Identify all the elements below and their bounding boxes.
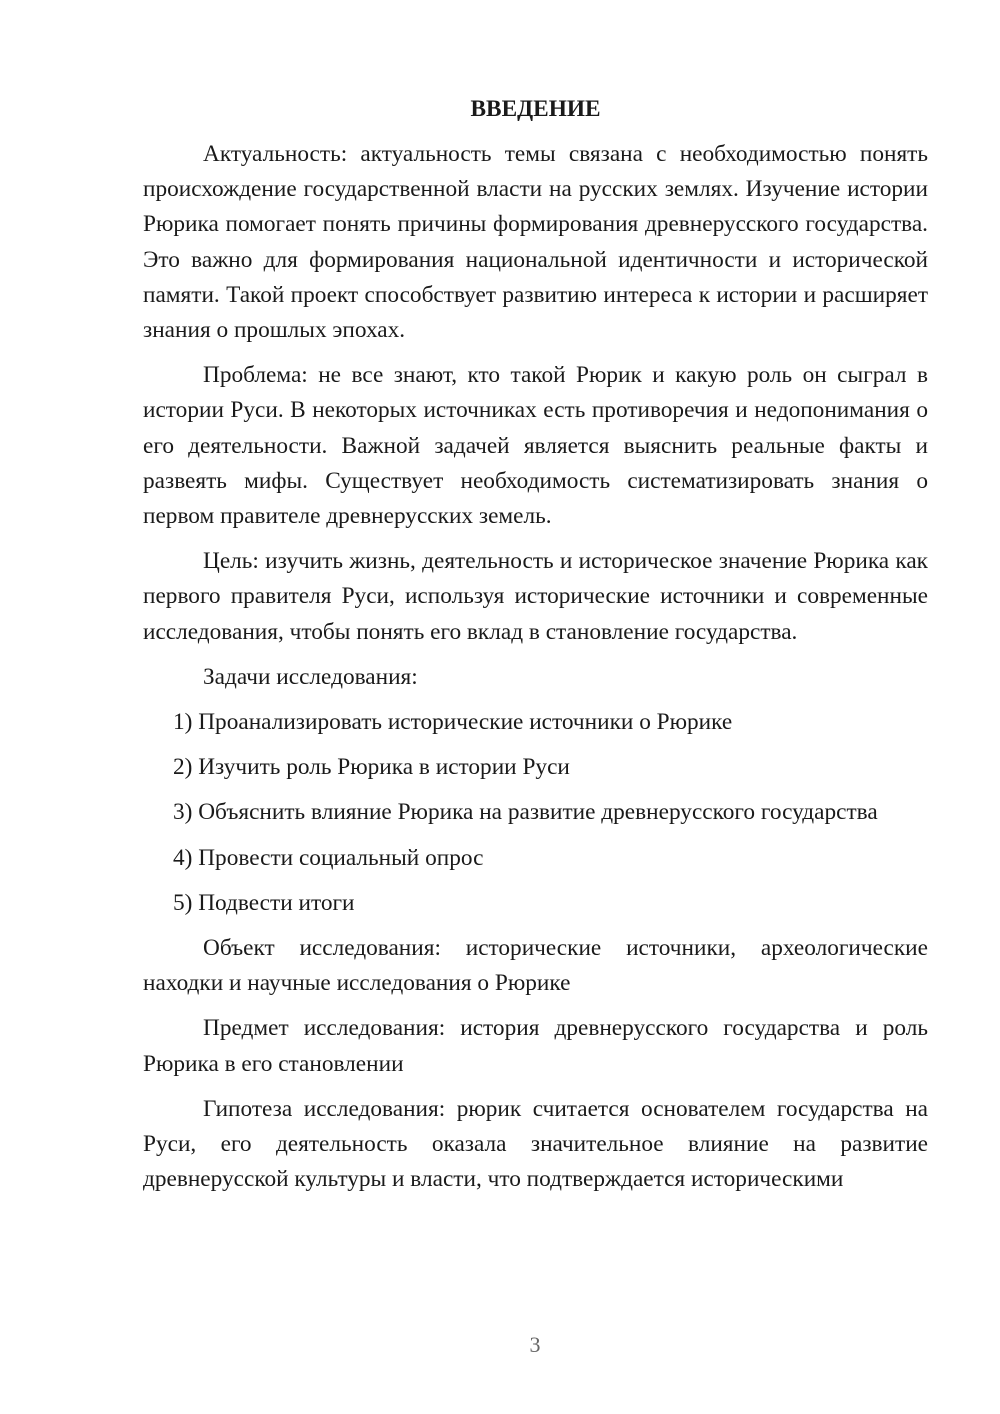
paragraph-problem: Проблема: не все знают, кто такой Рюрик и какую роль он сыграл в истории Руси. В некоторых источниках есть противоречия и недопонимания о его деятельности. Важной задачей является выяснить реальные факты и развеять мифы. Существует необходимость систематизировать знания о первом правителе древнерусских земель. xyxy=(143,362,928,530)
document-page xyxy=(143,92,928,1207)
paragraph-hypothesis: Гипотеза исследования: рюрик считается основателем государства на Руси, его деятельность оказала значительное влияние на развитие древнерусской культуры и власти, что подтверждается историческими xyxy=(143,1095,928,1193)
task-item: 3) Объяснить влияние Рюрика на развитие древнерусского государства xyxy=(173,799,878,826)
paragraph-subject: Предмет исследования: история древнерусского государства и роль Рюрика в его становлении xyxy=(143,1015,928,1077)
task-item: 2) Изучить роль Рюрика в истории Руси xyxy=(173,754,570,781)
paragraph-relevance: Актуальность: актуальность темы связана с необходимостью понять происхождение государственной власти на русских землях. Изучение истории Рюрика помогает понять причины формирования древнерусского государства. Это важно для формирования национальной идентичности и исторической памяти. Такой проект способствует развитию интереса к истории и расширяет знания о прошлых эпохах. xyxy=(143,141,928,344)
paragraph-object: Объект исследования: исторические источники, археологические находки и научные исследования о Рюрике xyxy=(143,935,928,997)
section-heading: ВВЕДЕНИЕ xyxy=(470,96,601,122)
task-item: 4) Провести социальный опрос xyxy=(173,844,484,871)
page-number: 3 xyxy=(529,1332,541,1357)
tasks-title: Задачи исследования: xyxy=(203,663,418,690)
task-item: 5) Подвести итоги xyxy=(173,889,355,916)
task-item: 1) Проанализировать исторические источники о Рюрике xyxy=(173,709,733,736)
paragraph-goal: Цель: изучить жизнь, деятельность и историческое значение Рюрика как первого правителя Руси, используя исторические источники и современные исследования, чтобы понять его вклад в становление государства. xyxy=(143,548,928,645)
